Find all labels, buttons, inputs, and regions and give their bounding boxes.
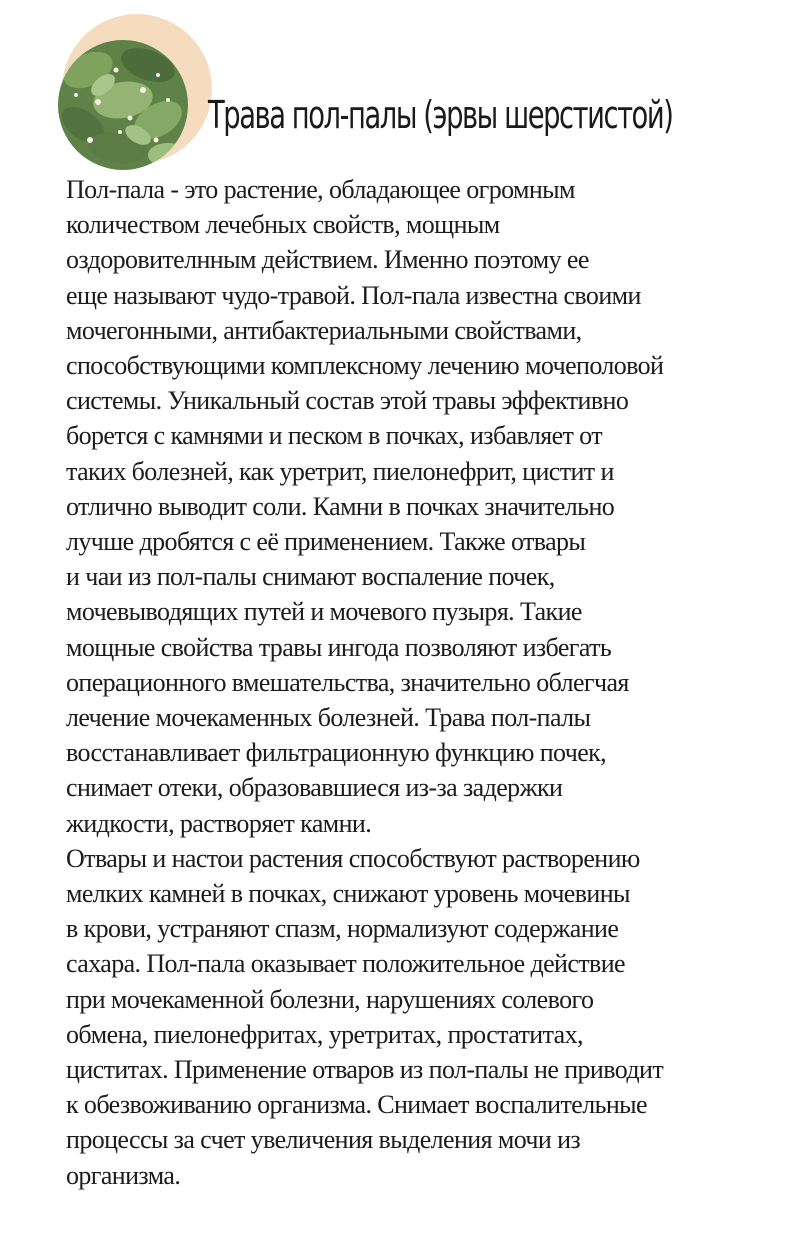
article-header (0, 0, 800, 175)
article-paragraph-2: Отвары и настои растения способствуют растворению мелких камней в почках, снижают уровень мочевины в крови, устраняют спазм, нормализуют содержание сахара. Пол-пала оказывает положительное действие при мочекаменной болезни, нарушениях солевого обмена, пиелонефритах, уретритах, простатитах, циститах. Применение отваров из пол-палы не приводит к обезвоживанию организма. Снимает воспалительные процессы за счет увеличения выделения мочи из организма. (66, 843, 664, 1190)
herb-photo-icon (58, 40, 188, 170)
article-paragraph-1: Пол-пала - это растение, обладающее огромным количеством лечебных свойств, мощным оздоровителнным действием. Именно поэтому ее еще называют чудо-травой. Пол-пала известна своими мочегонными, антибактериальными свойствами, способствующими комплексному лечению мочеполовой системы. Уникальный состав этой травы эффективно борется с камнями и песком в почках, избавляет от таких болезней, как уретрит, пиелонефрит, цистит и отлично выводит соли. Камни в почках значительно лучше дробятся с её применением. Также отвары и чаи из пол-палы снимают воспаление почек, мочевыводящих путей и мочевого пузыря. Такие мощные свойства травы ингода позволяют избегать операционного вмешательства, значительно облегчая лечение мочекаменных болезней. Трава пол-палы восстанавливает фильтрационную функцию почек, снимает отеки, образовавшиеся из-за задержки жидкости, растворяет камни. (66, 175, 664, 838)
article-title: Трава пол-палы (эрвы шерстистой) (208, 93, 673, 137)
article-body (66, 172, 766, 1193)
